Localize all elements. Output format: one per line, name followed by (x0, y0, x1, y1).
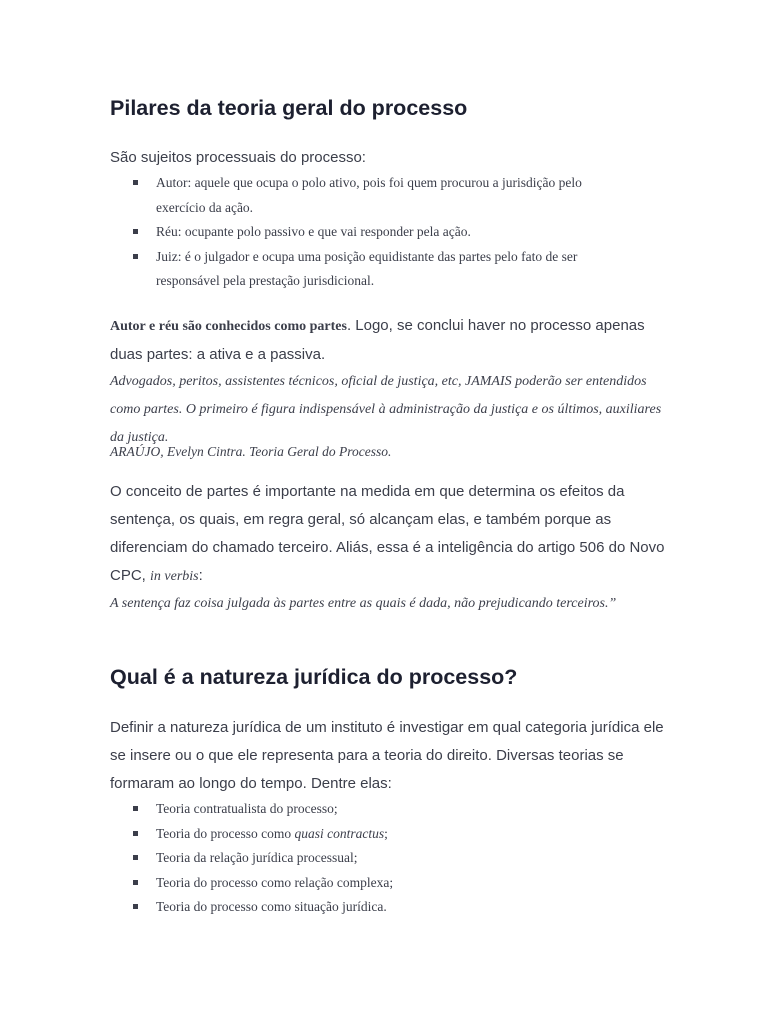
bullet-icon (133, 229, 138, 234)
cpc-quote: A sentença faz coisa julgada às partes entre as quais é dada, não prejudicando terceiros.” (110, 596, 617, 611)
list-item: Teoria do processo como relação complexa; (110, 871, 630, 896)
bullet-icon (133, 831, 138, 836)
list-item: Juiz: é o julgador e ocupa uma posição equidistante das partes pelo fato de ser responsável pela prestação jurisdicional. (110, 245, 630, 294)
list-item: Teoria do processo como quasi contractus; (110, 822, 630, 847)
concept-paragraph: O conceito de partes é importante na medida em que determina os efeitos da sentença, os quais, em regra geral, só alcançam elas, e também porque as diferenciam do chamado terceiro. Aliás, essa é a inteligência do artigo 506 do Novo CPC, in verbis: (110, 483, 665, 584)
nature-intro: Definir a natureza jurídica de um instituto é investigar em qual categoria jurídica ele se insere ou o que ele representa para a teoria do direito. Diversas teorias se formaram ao longo do tempo. Dentre elas: (110, 719, 664, 792)
bullet-icon (133, 254, 138, 259)
list-item: Teoria da relação jurídica processual; (110, 846, 630, 871)
bullet-icon (133, 855, 138, 860)
parties-quote: Advogados, peritos, assistentes técnicos, oficial de justiça, etc, JAMAIS poderão ser entendidos como partes. O primeiro é figura indispensável à administração da justiça e os últimos, auxiliares da justiça. (110, 374, 662, 445)
list-item: Teoria do processo como situação jurídica. (110, 895, 630, 920)
section-title-natureza: Qual é a natureza jurídica do processo? (110, 665, 518, 689)
parties-paragraph: Autor e réu são conhecidos como partes. Logo, se conclui haver no processo apenas duas partes: a ativa e a passiva. (110, 317, 645, 363)
bullet-icon (133, 806, 138, 811)
theories-list (110, 797, 630, 920)
list-item: Réu: ocupante polo passivo e que vai responder pela ação. (110, 220, 630, 245)
bullet-icon (133, 180, 138, 185)
section-title-pilares: Pilares da teoria geral do processo (110, 96, 468, 120)
list-item: Teoria contratualista do processo; (110, 797, 630, 822)
bullet-icon (133, 904, 138, 909)
subjects-list (110, 171, 630, 294)
bullet-icon (133, 880, 138, 885)
quote-citation: ARAÚJO, Evelyn Cintra. Teoria Geral do Processo. (110, 444, 392, 459)
subjects-intro: São sujeitos processuais do processo: (110, 149, 366, 166)
parties-bold-text: Autor e réu são conhecidos como partes (110, 319, 347, 334)
list-item: Autor: aquele que ocupa o polo ativo, pois foi quem procurou a jurisdição pelo exercício da ação. (110, 171, 630, 220)
